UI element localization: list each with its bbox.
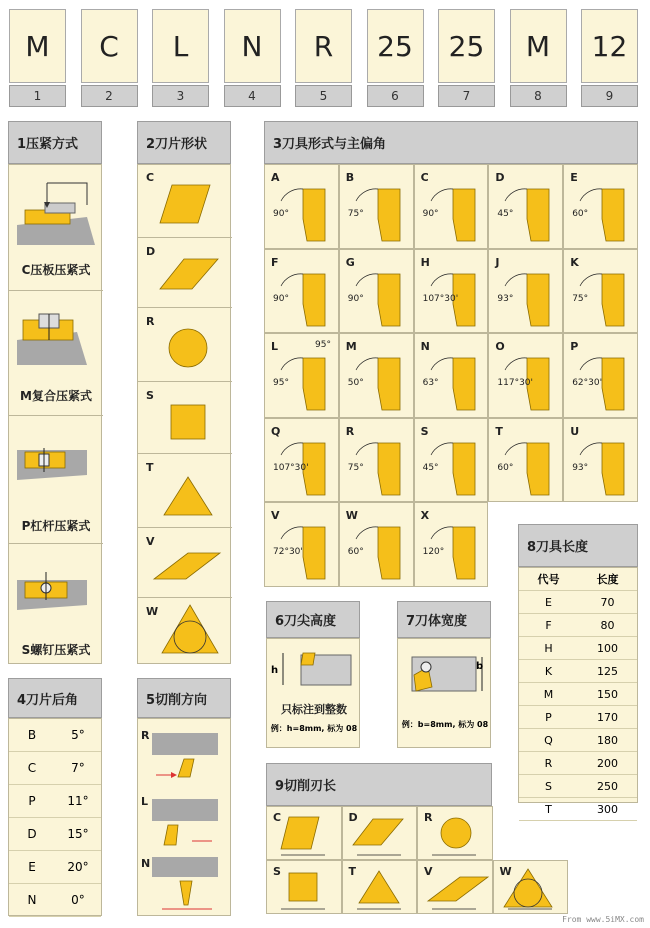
shape-label-s: S — [146, 389, 154, 402]
tool-style-letter: H — [420, 255, 430, 269]
tool-style-k — [563, 249, 638, 334]
tool-style-letter: F — [271, 255, 279, 269]
sec7-panel — [397, 638, 491, 748]
rhombus-35-icon — [152, 549, 224, 585]
sec7-header — [397, 601, 491, 638]
col-code: 代号 — [537, 573, 560, 586]
tool-style-g — [339, 249, 414, 334]
entering-angle: 95° — [273, 378, 289, 389]
sec8-table-head — [519, 568, 637, 591]
shape-label-t: T — [146, 461, 154, 474]
tool-style-h — [414, 249, 489, 334]
code-position: 8 — [510, 85, 567, 107]
tool-style-letter: P — [570, 340, 579, 354]
code-position: 5 — [295, 85, 352, 107]
round-insert-icon — [163, 323, 213, 373]
length-value: 300 — [597, 802, 618, 816]
clamp-p-illustration — [17, 430, 95, 485]
edge-length-r — [417, 806, 493, 860]
code-letter: 12 — [581, 9, 638, 83]
tool-style-letter: C — [420, 171, 429, 184]
sec5-title: 5切削方向 — [146, 692, 208, 708]
edge-length-v — [417, 860, 493, 914]
insert-edge-icon — [426, 809, 490, 859]
sec1-title: 1压紧方式 — [17, 137, 79, 152]
entering-angle: 60° — [572, 209, 589, 219]
shape-label-c: C — [146, 171, 155, 184]
entering-angle: 75° — [347, 209, 364, 219]
code-box-6 — [367, 9, 424, 107]
tool-style-letter: T — [495, 424, 503, 438]
clearance-row — [9, 818, 101, 851]
clearance-row — [9, 785, 101, 818]
tool-style-letter: U — [570, 424, 580, 438]
tool-style-a — [264, 164, 339, 249]
code-box-1 — [9, 9, 66, 107]
edge-length-letter: W — [499, 865, 512, 878]
clearance-row — [9, 752, 101, 785]
square-insert-icon — [163, 397, 213, 447]
shank-width-illustration — [404, 647, 486, 703]
direction-label-n: N — [141, 857, 151, 870]
code-position: 9 — [581, 85, 638, 107]
length-value: 70 — [600, 595, 615, 609]
clearance-code: B — [27, 728, 37, 742]
entering-angle: 62°30' — [572, 378, 603, 389]
clearance-angle: 20° — [67, 860, 89, 874]
direction-label-r: R — [141, 729, 150, 742]
sec5-header — [137, 678, 231, 718]
tool-style-letter: B — [345, 171, 355, 184]
length-row — [519, 775, 637, 798]
entering-angle: 60° — [497, 462, 514, 473]
left-hand-tool-illustration — [148, 795, 226, 853]
shape-label-d: D — [146, 245, 156, 258]
length-row — [519, 591, 637, 614]
sec4-title: 4刀片后角 — [17, 692, 79, 708]
tool-style-w — [339, 502, 414, 587]
code-box-4 — [224, 9, 281, 107]
length-code: H — [544, 641, 553, 655]
entering-angle: 45° — [497, 209, 514, 219]
edge-length-s — [266, 860, 342, 914]
tool-style-j — [488, 249, 563, 334]
code-box-2 — [81, 9, 138, 107]
tool-style-letter: L — [271, 340, 279, 354]
tool-style-x — [414, 502, 489, 587]
code-box-7 — [438, 9, 495, 107]
code-position: 3 — [152, 85, 209, 107]
caption-clamp-s: S螺钉压紧式 — [21, 643, 91, 657]
code-box-8 — [510, 9, 567, 107]
clearance-angle: 0° — [71, 893, 85, 907]
clearance-code: N — [27, 893, 37, 907]
right-hand-tool-illustration — [148, 729, 226, 787]
entering-angle: 107°30' — [273, 462, 309, 473]
tool-style-c — [414, 164, 489, 249]
length-value: 170 — [597, 710, 618, 724]
tool-style-letter: R — [345, 424, 355, 438]
insert-edge-icon — [275, 809, 339, 859]
shape-label-w: W — [146, 605, 159, 618]
tool-style-letter: J — [495, 255, 500, 269]
sec7-title: 7刀体宽度 — [406, 614, 468, 629]
col-length: 长度 — [596, 573, 619, 586]
length-value: 80 — [600, 618, 615, 632]
code-position: 4 — [224, 85, 281, 107]
tool-style-v — [264, 502, 339, 587]
insert-edge-icon — [426, 863, 490, 913]
code-box-9 — [581, 9, 638, 107]
length-value: 250 — [597, 779, 618, 793]
tool-style-letter: M — [345, 340, 357, 354]
divider — [138, 237, 232, 238]
tool-style-letter: W — [345, 509, 358, 523]
entering-angle: 117°30' — [497, 378, 533, 389]
clearance-angle: 5° — [71, 728, 85, 742]
divider — [138, 597, 232, 598]
watermark: From www.5iMX.com — [562, 915, 644, 924]
length-code: R — [544, 756, 553, 770]
length-value: 125 — [597, 664, 618, 678]
code-letter: 25 — [438, 9, 495, 83]
sec3-title: 3刀具形式与主偏角 — [273, 137, 387, 152]
sec5-panel — [137, 718, 231, 916]
tool-style-d — [488, 164, 563, 249]
tool-style-t — [488, 418, 563, 503]
length-value: 200 — [597, 756, 618, 770]
caption-clamp-m: M复合压紧式 — [20, 389, 92, 403]
trigon-insert-icon — [160, 601, 222, 661]
tool-style-letter: N — [420, 340, 430, 354]
divider — [138, 307, 232, 308]
sec6-example: 例：h=8mm, 标为 08 — [270, 724, 358, 733]
clearance-angle: 15° — [67, 827, 89, 841]
sec2-title: 2刀片形状 — [146, 137, 208, 152]
length-code: K — [544, 664, 553, 678]
tool-style-letter: G — [345, 255, 355, 269]
tool-style-s — [414, 418, 489, 503]
code-letter: M — [510, 9, 567, 83]
length-row — [519, 752, 637, 775]
tool-style-letter: A — [271, 171, 280, 184]
rhombus-55-icon — [158, 255, 223, 295]
sec8-title: 8刀具长度 — [527, 540, 589, 555]
code-letter: L — [152, 9, 209, 83]
entering-angle: 63° — [422, 378, 439, 389]
tool-style-f — [264, 249, 339, 334]
entering-angle: 50° — [347, 378, 364, 389]
edge-length-letter: T — [348, 865, 357, 878]
length-value: 150 — [597, 687, 618, 701]
rhombus-80-icon — [158, 179, 218, 229]
entering-angle: 90° — [347, 293, 364, 304]
length-code: M — [543, 687, 554, 701]
length-row — [519, 614, 637, 637]
code-letter: N — [224, 9, 281, 83]
tool-style-letter: K — [570, 255, 579, 269]
entering-angle: 90° — [273, 209, 289, 219]
sec6-header — [266, 601, 360, 638]
code-box-3 — [152, 9, 209, 107]
entering-angle: 90° — [273, 293, 289, 304]
entering-angle: 75° — [347, 462, 364, 473]
tool-style-l — [264, 333, 339, 418]
entering-angle: 75° — [572, 293, 589, 304]
divider — [138, 453, 232, 454]
length-row — [519, 706, 637, 729]
shape-label-r: R — [146, 315, 155, 328]
edge-length-d — [342, 806, 418, 860]
sec9-grid — [266, 806, 568, 914]
h-dimension-label: h — [271, 665, 279, 676]
tool-style-letter: S — [420, 424, 429, 438]
sec4-header — [8, 678, 102, 718]
insert-edge-icon — [499, 863, 566, 913]
edge-length-t — [342, 860, 418, 914]
insert-edge-icon — [275, 863, 339, 913]
clearance-row — [9, 884, 101, 917]
clearance-angle: 11° — [67, 794, 89, 808]
divider — [138, 527, 232, 528]
entering-angle: 120° — [422, 547, 445, 558]
sec6-note: 只标注到整数 — [281, 703, 347, 716]
entering-angle: 93° — [497, 293, 514, 304]
edge-length-letter: V — [424, 865, 433, 878]
insert-edge-icon — [348, 809, 415, 859]
tool-style-e — [563, 164, 638, 249]
sec2-panel — [137, 164, 231, 664]
tool-style-m — [339, 333, 414, 418]
clearance-code: D — [27, 827, 37, 841]
edge-length-w — [493, 860, 569, 914]
code-letter: 25 — [367, 9, 424, 83]
entering-angle: 60° — [347, 547, 364, 558]
sec8-rows — [519, 591, 637, 821]
neutral-tool-illustration — [148, 855, 226, 913]
sec2-header — [137, 121, 231, 164]
sec9-header — [266, 763, 492, 806]
divider — [9, 543, 103, 544]
edge-length-letter: D — [348, 811, 358, 824]
code-letter: C — [81, 9, 138, 83]
edge-length-c — [266, 806, 342, 860]
tool-style-b — [339, 164, 414, 249]
sec1-panel — [8, 164, 102, 664]
code-position: 2 — [81, 85, 138, 107]
entering-angle: 72°30' — [273, 547, 303, 558]
sec3-header — [264, 121, 638, 164]
b-dimension-label: b — [476, 661, 484, 672]
clamp-s-illustration — [17, 560, 95, 615]
entering-angle: 93° — [572, 462, 589, 473]
clearance-code: C — [27, 761, 37, 775]
divider — [9, 290, 103, 291]
tool-style-p — [563, 333, 638, 418]
divider — [138, 381, 232, 382]
direction-label-l: L — [141, 795, 149, 808]
tool-style-letter: E — [570, 171, 578, 184]
length-code: T — [545, 802, 552, 816]
entering-angle-upper: 95° — [315, 340, 331, 351]
tool-style-o — [488, 333, 563, 418]
clearance-code: E — [28, 860, 36, 874]
length-code: F — [545, 618, 552, 632]
edge-length-letter: R — [424, 811, 433, 824]
length-row — [519, 729, 637, 752]
tool-style-q — [264, 418, 339, 503]
sec8-header — [518, 524, 638, 567]
tool-style-u — [563, 418, 638, 503]
length-code: Q — [544, 733, 553, 747]
sec1-header — [8, 121, 102, 164]
tip-height-illustration — [273, 645, 355, 695]
clamp-c-illustration — [17, 175, 95, 245]
code-position: 7 — [438, 85, 495, 107]
tool-style-letter: D — [495, 171, 505, 184]
clearance-angle: 7° — [71, 761, 85, 775]
clearance-code: P — [28, 794, 36, 808]
length-row — [519, 637, 637, 660]
sec8-table — [518, 567, 638, 816]
code-position: 6 — [367, 85, 424, 107]
tool-style-letter: X — [420, 509, 430, 523]
clearance-row — [9, 719, 101, 752]
divider — [9, 415, 103, 416]
sec7-example: 例：b=8mm, 标为 08 — [401, 720, 489, 729]
sec6-title: 6刀尖高度 — [275, 614, 337, 629]
length-code: S — [545, 779, 552, 793]
entering-angle: 107°30' — [422, 293, 459, 304]
sec6-panel — [266, 638, 360, 748]
tool-style-letter: Q — [271, 424, 281, 438]
length-value: 100 — [597, 641, 618, 655]
shape-label-v: V — [146, 535, 155, 548]
caption-clamp-c: C压板压紧式 — [21, 263, 91, 277]
tool-style-letter: O — [495, 340, 505, 354]
entering-angle: 90° — [422, 209, 439, 219]
code-letter: R — [295, 9, 352, 83]
code-letter: M — [9, 9, 66, 83]
sec9-title: 9切削刃长 — [275, 779, 337, 794]
length-code: E — [545, 595, 552, 609]
tool-style-r — [339, 418, 414, 503]
sec4-table — [8, 718, 102, 916]
entering-angle: 45° — [422, 462, 439, 473]
tool-style-n — [414, 333, 489, 418]
clamp-m-illustration — [17, 300, 95, 365]
tool-style-letter: V — [271, 509, 280, 523]
code-box-5 — [295, 9, 352, 107]
caption-clamp-p: P杠杆压紧式 — [21, 519, 91, 533]
edge-length-letter: S — [273, 865, 281, 878]
length-code: P — [545, 710, 552, 724]
clearance-row — [9, 851, 101, 884]
insert-edge-icon — [348, 863, 415, 913]
code-position: 1 — [9, 85, 66, 107]
length-value: 180 — [597, 733, 618, 747]
edge-length-letter: C — [273, 811, 282, 824]
length-row — [519, 683, 637, 706]
length-row — [519, 660, 637, 683]
triangle-insert-icon — [160, 471, 216, 521]
